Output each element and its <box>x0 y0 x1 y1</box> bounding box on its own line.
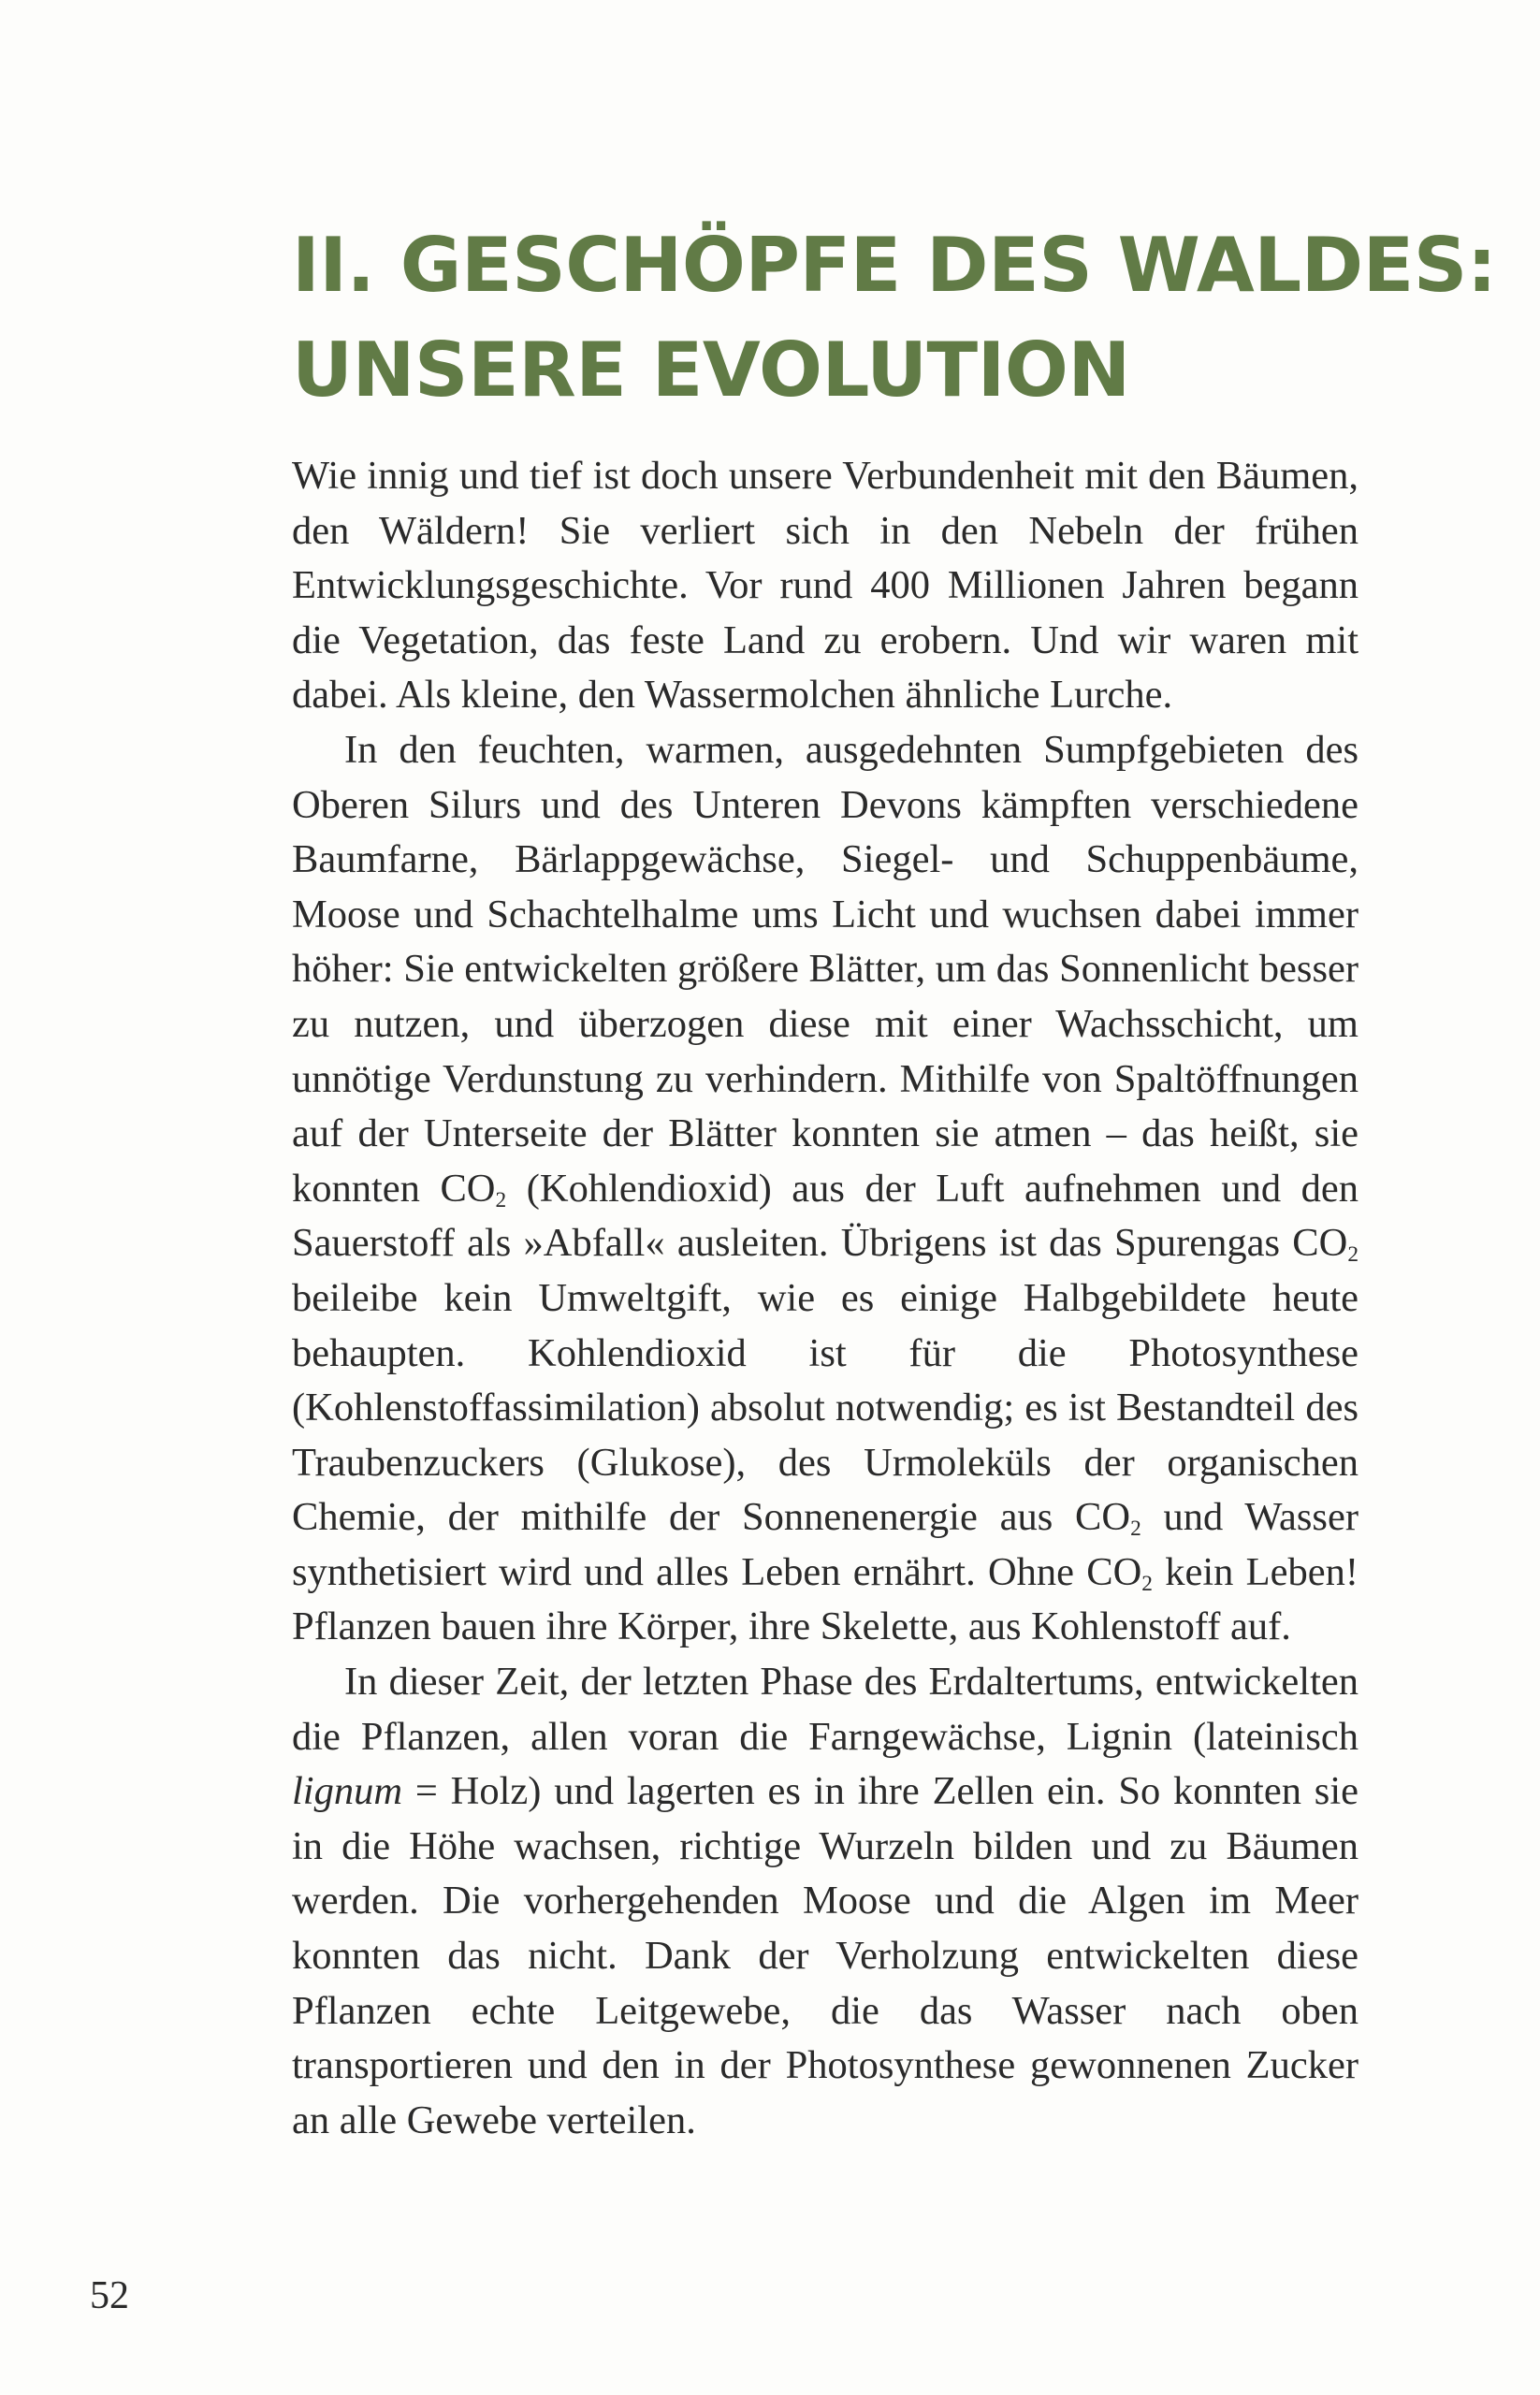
co2-subscript: 2 <box>1130 1517 1141 1542</box>
co2-subscript: 2 <box>495 1187 507 1212</box>
paragraph-2-part-1: In den feuchten, warmen, ausgedehnten Sumpfgebieten des Oberen Silurs und des Unteren Devons kämpften verschiedene Baumfarne, Bärlappgewächse, Siegel- und Schuppenbäume, Moose und Schachtelhalme ums Licht und wuchsen dabei immer höher: Sie entwickelten größere Blätter, um das Sonnenlicht besser zu nutzen, und überzogen diese mit einer Wachsschicht, um unnötige Verdunstung zu verhindern. Mithilfe von Spaltöffnungen auf der Unterseite der Blätter konnten sie atmen – das heißt, sie konnten CO <box>292 727 1358 1211</box>
chapter-title-line-1: II. GESCHÖPFE DES WALDES: <box>292 222 1497 309</box>
paragraph-2-part-2: (Kohlendioxid) aus der Luft aufnehmen und den Sauerstoff als »Abfall« ausleiten. Übrigens ist das Spurengas CO <box>292 1166 1358 1266</box>
latin-term: lignum <box>292 1769 403 1814</box>
paragraph-1: Wie innig und tief ist doch unsere Verbundenheit mit den Bäumen, den Wäldern! Sie verliert sich in den Nebeln der frühen Entwicklungsgeschichte. Vor rund 400 Millionen Jahren begann die Vegetation, das feste Land zu erobern. Und wir waren mit dabei. Als kleine, den Wassermolchen ähnliche Lurche. <box>292 454 1358 718</box>
paragraph-3-part-3: = Holz) und lagerten es in ihre Zellen ein. So konnten sie in die Höhe wachsen, richtige Wurzeln bilden und zu Bäumen werden. Die vorhergehenden Moose und die Algen im Meer konnten das nicht. Dank der Verholzung entwickelten diese Pflanzen echte Leitgewebe, die das Wasser nach oben transportieren und den in der Photosynthese gewonnenen Zucker an alle Gewebe verteilen. <box>292 1769 1358 2142</box>
paragraph-2-part-3: beileibe kein Umweltgift, wie es einige Halbgebildete heute behaupten. Kohlendioxid ist für die Photosynthese (Kohlenstoffassimilation) absolut notwendig; es ist Bestandteil des Traubenzuckers (Glukose), des Urmoleküls der organischen Chemie, der mithilfe der Sonnenenergie aus CO <box>292 1275 1358 1540</box>
co2-subscript: 2 <box>1347 1242 1358 1268</box>
page-number: 52 <box>90 2274 129 2317</box>
paragraph-3-part-1: In dieser Zeit, der letzten Phase des Erdaltertums, entwickelten die Pflanzen, allen voran die Farngewächse, Lignin (lateinisch <box>292 1660 1358 1759</box>
paragraph-2 <box>292 723 1358 1655</box>
paragraph-3 <box>292 1655 1358 2148</box>
body-text <box>292 449 1358 2148</box>
paragraph-2-part-5: kein Leben! Pflanzen bauen ihre Körper, ihre Skelette, aus Kohlenstoff auf. <box>292 1549 1358 1649</box>
chapter-title-line-2: UNSERE EVOLUTION <box>292 327 1130 414</box>
paragraph-2-part-4: und Wasser synthetisiert wird und alles Leben ernährt. Ohne CO <box>292 1495 1358 1594</box>
chapter-title <box>292 213 1497 423</box>
co2-subscript: 2 <box>1141 1571 1153 1596</box>
